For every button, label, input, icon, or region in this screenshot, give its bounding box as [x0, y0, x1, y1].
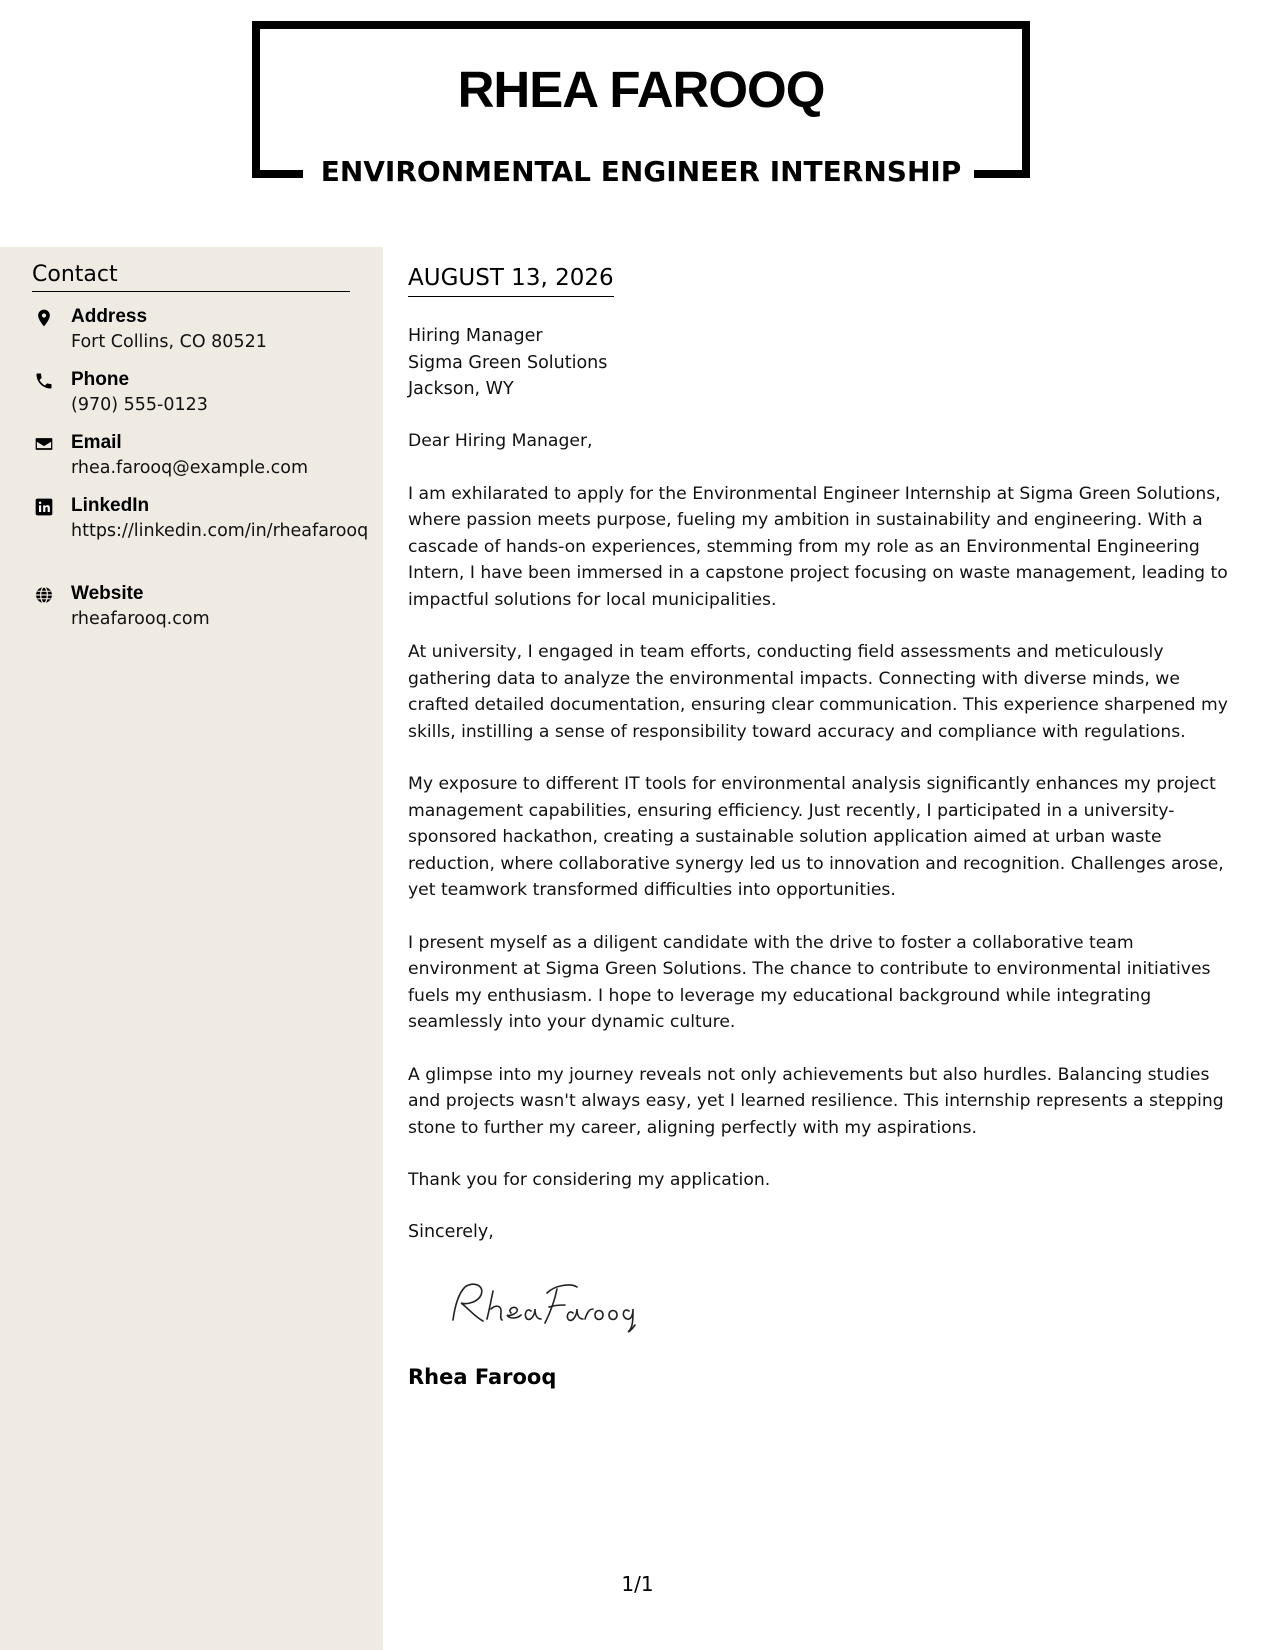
contact-label: Phone: [71, 369, 130, 390]
paragraph: My exposure to different IT tools for environmental analysis significantly enhances my project management capabilities, ensuring efficiency. Just recently, I participated in a university-sponsored hackathon, creating a sustainable solution application aimed at urban waste reduction, where collaborative synergy led us to innovation and recognition. Challenges arose, yet teamwork transformed difficulties into opportunities.: [408, 774, 1224, 900]
handwritten-signature: [445, 1275, 645, 1335]
linkedin-icon: [34, 497, 54, 517]
letter-body: [408, 428, 1246, 1220]
paragraph: A glimpse into my journey reveals not only achievements but also hurdles. Balancing studies and projects wasn't always easy, yet I learned resilience. This internship represents a stepping stone to further my career, aligning perfectly with my aspirations.: [408, 1064, 1224, 1138]
paragraph: I present myself as a diligent candidate with the drive to foster a collaborative team environment at Sigma Green Solutions. The chance to contribute to environmental initiatives fuels my enthusiasm. I hope to leverage my educational background while integrating seamlessly into your dynamic culture.: [408, 932, 1211, 1032]
phone-icon: [34, 371, 54, 391]
contact-label: Address: [71, 306, 148, 327]
globe-icon: [34, 585, 54, 605]
contact-label: LinkedIn: [71, 495, 150, 516]
contact-label: Email: [71, 432, 122, 453]
paragraph: Thank you for considering my application.: [408, 1170, 771, 1190]
letter-date: AUGUST 13, 2026: [408, 263, 614, 297]
email-value[interactable]: rhea.farooq@example.com: [71, 458, 309, 478]
website-value[interactable]: rheafarooq.com: [71, 609, 210, 629]
contact-label: Website: [71, 583, 144, 604]
address-value: Fort Collins, CO 80521: [71, 332, 267, 352]
page-number: 1/1: [621, 1572, 654, 1596]
recipient-location: Jackson, WY: [408, 379, 514, 399]
linkedin-value[interactable]: https://linkedin.com/in/rheafarooq: [71, 521, 369, 541]
job-title: [252, 154, 1030, 190]
paragraph: I am exhilarated to apply for the Environmental Engineer Internship at Sigma Green Solutions, where passion meets purpose, fueling my ambition in sustainability and engineering. With a cascade of hands-on experiences, stemming from my role as an Environmental Engineering Intern, I have been immersed in a capstone project focusing on waste management, leading to impactful solutions for local municipalities.: [408, 483, 1228, 610]
salutation: Dear Hiring Manager,: [408, 431, 593, 451]
phone-value: (970) 555-0123: [71, 395, 208, 415]
recipient-company: Sigma Green Solutions: [408, 352, 608, 373]
job-title-text: ENVIRONMENTAL ENGINEER INTERNSHIP: [315, 155, 968, 188]
envelope-icon: [34, 434, 54, 454]
paragraph: At university, I engaged in team efforts, conducting field assessments and meticulously gathering data to analyze the environmental impacts. Connecting with diverse minds, we crafted detailed documentation, ensuring clear communication. This experience sharpened my skills, instilling a sense of responsibility toward accuracy and compliance with regulations.: [408, 642, 1228, 742]
recipient-title: Hiring Manager: [408, 326, 543, 346]
applicant-name: RHEA FAROOQ: [457, 61, 825, 118]
closing: Sincerely,: [408, 1222, 494, 1242]
recipient-block: [408, 323, 1208, 403]
map-pin-icon: [34, 308, 54, 328]
signer-name: Rhea Farooq: [408, 1365, 557, 1389]
contact-heading: Contact: [32, 261, 350, 292]
